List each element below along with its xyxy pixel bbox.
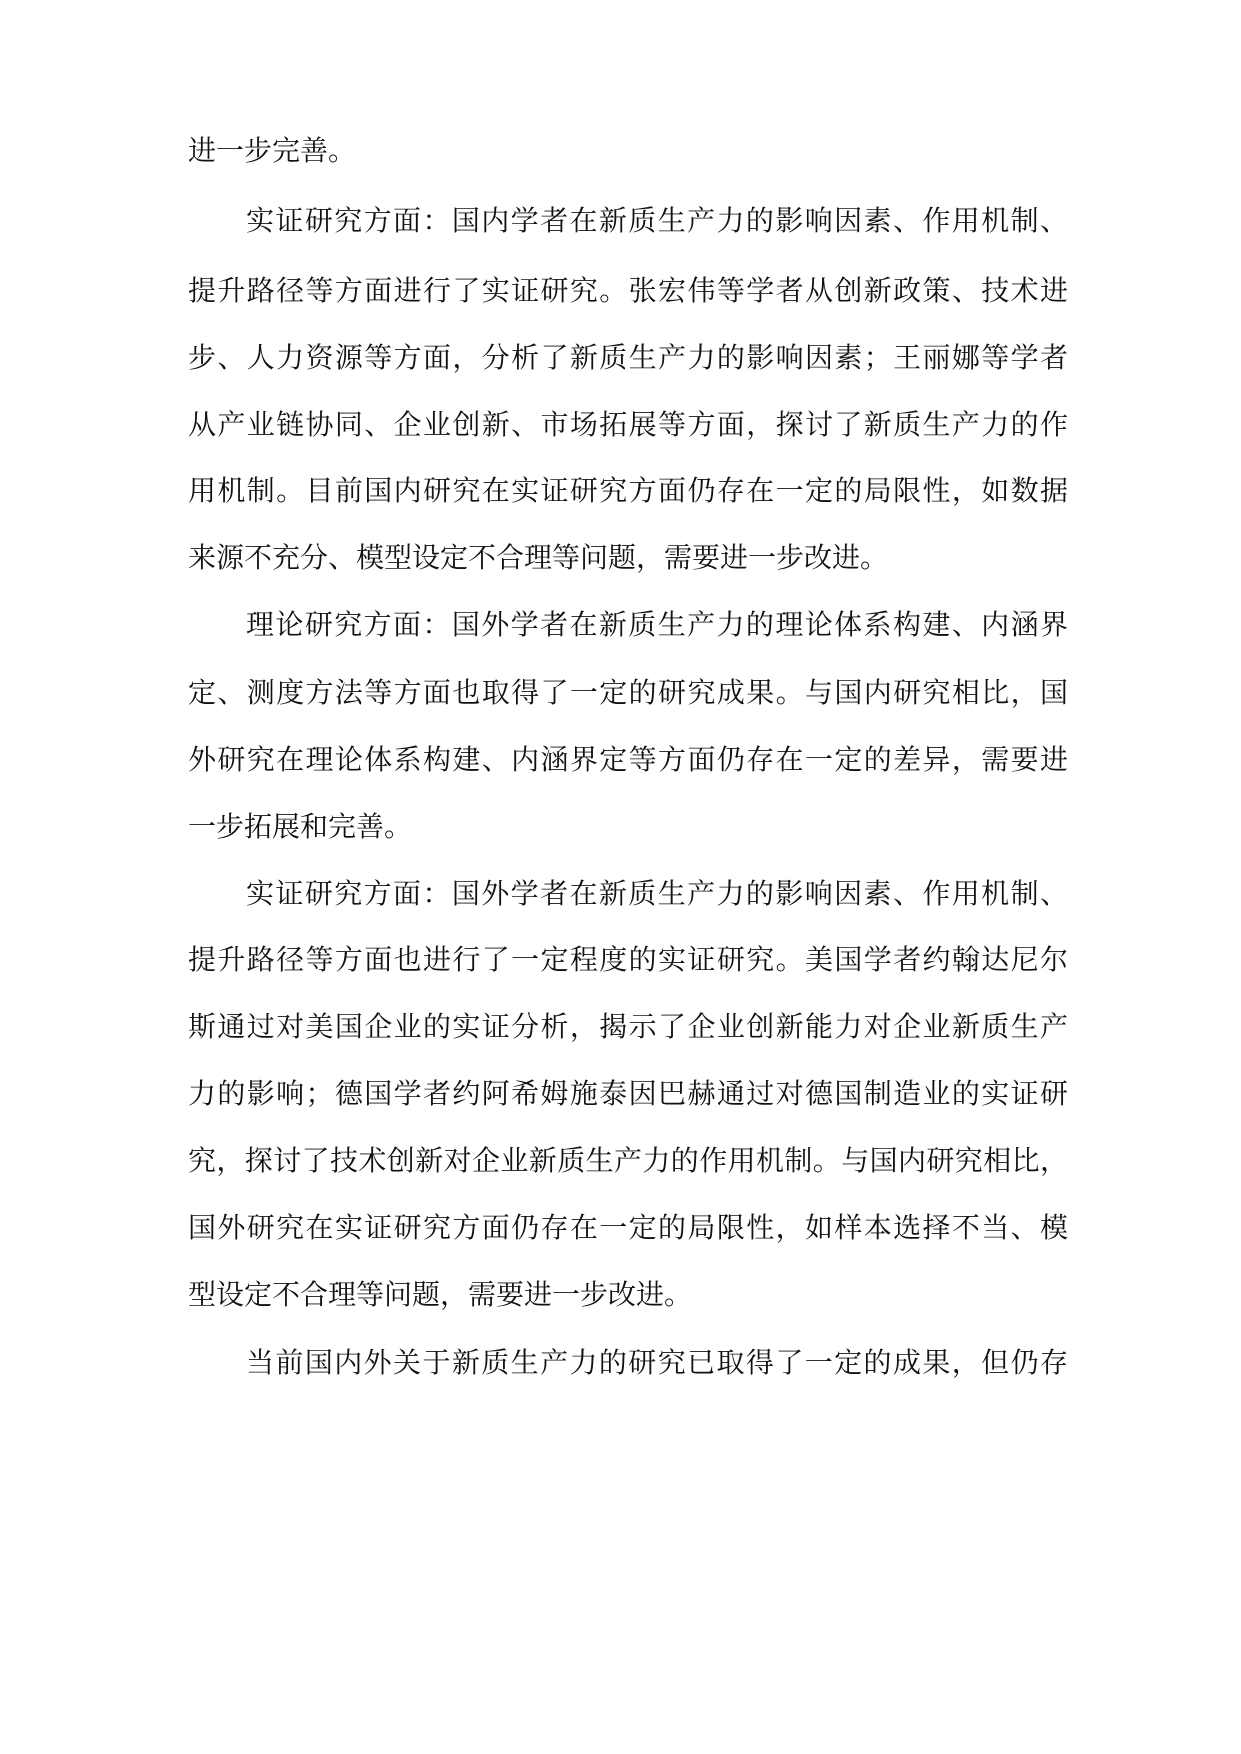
text-line: 用机制。目前国内研究在实证研究方面仍存在一定的局限性，如数据 [188, 474, 1068, 507]
text-line: 实证研究方面：国内学者在新质生产力的影响因素、作用机制、 [246, 204, 1068, 237]
text-line: 步、人力资源等方面，分析了新质生产力的影响因素；王丽娜等学者 [188, 341, 1068, 374]
text-line: 国外研究在实证研究方面仍存在一定的局限性，如样本选择不当、模 [188, 1211, 1068, 1244]
text-line: 力的影响；德国学者约阿希姆施泰因巴赫通过对德国制造业的实证研 [188, 1077, 1068, 1110]
text-line: 一步拓展和完善。 [188, 810, 413, 843]
text-line: 进一步完善。 [188, 134, 357, 167]
text-line: 定、测度方法等方面也取得了一定的研究成果。与国内研究相比，国 [188, 676, 1068, 709]
text-line: 理论研究方面：国外学者在新质生产力的理论体系构建、内涵界 [246, 608, 1068, 641]
text-line: 斯通过对美国企业的实证分析，揭示了企业创新能力对企业新质生产 [188, 1010, 1068, 1043]
text-line: 从产业链协同、企业创新、市场拓展等方面，探讨了新质生产力的作 [188, 408, 1068, 441]
text-line: 实证研究方面：国外学者在新质生产力的影响因素、作用机制、 [246, 877, 1068, 910]
text-line: 外研究在理论体系构建、内涵界定等方面仍存在一定的差异，需要进 [188, 743, 1068, 776]
text-line: 型设定不合理等问题，需要进一步改进。 [188, 1278, 693, 1311]
text-line: 提升路径等方面进行了实证研究。张宏伟等学者从创新政策、技术进 [188, 274, 1068, 307]
text-line: 当前国内外关于新质生产力的研究已取得了一定的成果，但仍存 [246, 1346, 1068, 1379]
text-line: 究，探讨了技术创新对企业新质生产力的作用机制。与国内研究相比， [188, 1144, 1068, 1177]
text-line: 提升路径等方面也进行了一定程度的实证研究。美国学者约翰达尼尔 [188, 943, 1068, 976]
text-line: 来源不充分、模型设定不合理等问题，需要进一步改进。 [188, 541, 889, 574]
